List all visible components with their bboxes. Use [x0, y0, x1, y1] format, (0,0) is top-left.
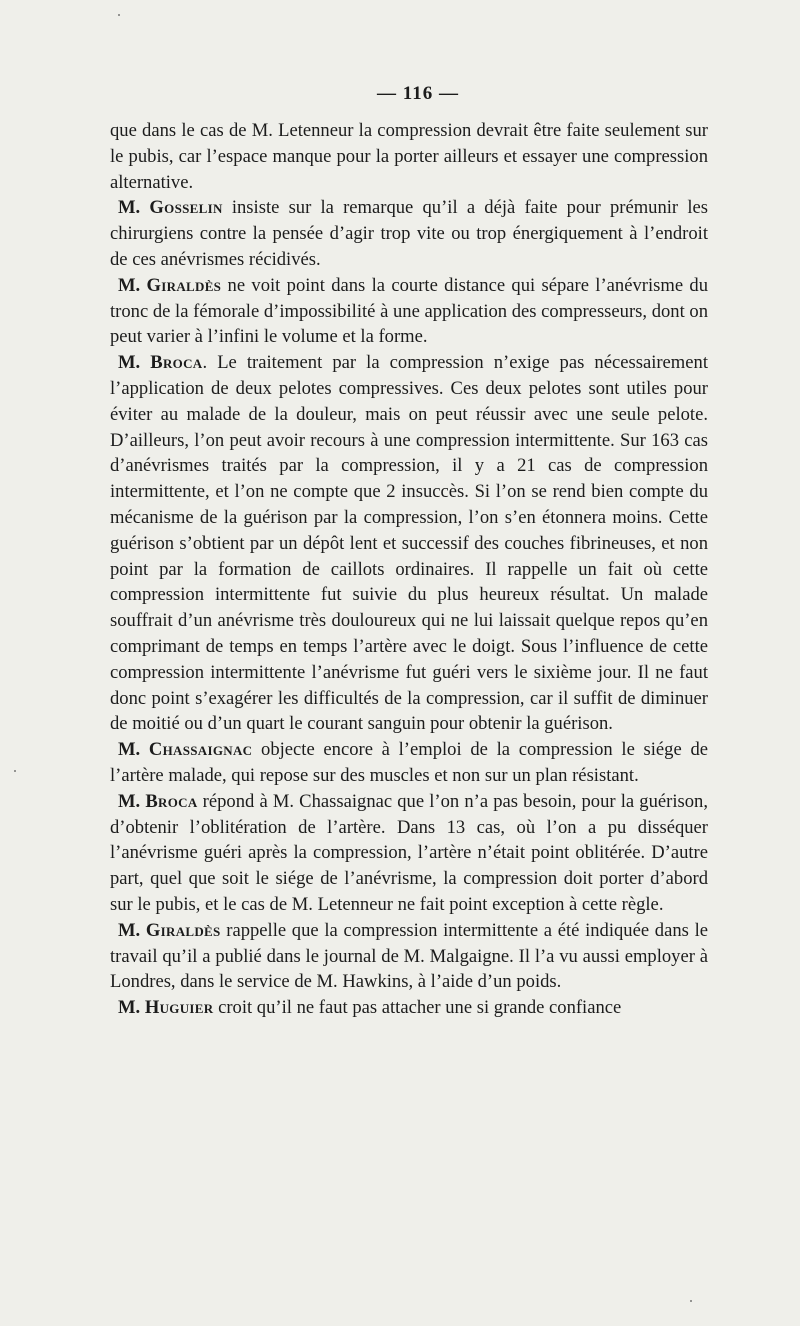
paragraph-broca: [110, 350, 708, 737]
paragraph-text: ne voit point dans la courte distance qui sépare l’anévrisme du tronc de la fémorale d’impossibilité à une application des compresseurs, dont on peut varier à l’infini le volume et la forme.: [110, 274, 708, 348]
speaker-title: M.: [118, 197, 150, 219]
paragraph-continuation: [110, 118, 708, 195]
paragraph-text: que dans le cas de M. Letenneur la compression devrait être faite seulement sur le pubis, car l’espace manque pour la porter ailleurs et essayer une compression alternative.: [110, 120, 708, 193]
paragraph-text: répond à M. Chassaignac que l’on n’a pas besoin, pour la guérison, d’obtenir l’oblitération de l’artère. Dans 13 cas, où l’on a pu disséquer l’anévrisme guéri après la compression, l’artère n’était point oblitérée. D’autre part, quel que soit le siége de l’anévrisme, la compression doit porter d’abord sur le pubis, et le cas de M. Letenneur ne fait point exception à cette règle.: [110, 790, 708, 915]
speaker-name: Gosselin: [149, 197, 223, 219]
paragraph-chassaignac: [110, 737, 708, 789]
speaker-name: Broca: [150, 352, 203, 374]
speaker-title: M.: [118, 919, 146, 941]
speaker-name: Giraldès: [146, 274, 222, 296]
scan-speck: [14, 770, 16, 772]
scan-speck: [118, 14, 120, 16]
speaker-name: Giraldès: [145, 919, 221, 941]
speaker-name: Chassaignac: [148, 739, 253, 761]
speaker-title: M.: [118, 997, 145, 1019]
paragraph-text: croit qu’il ne faut pas attacher une si grande confiance: [213, 997, 622, 1019]
paragraph-text: objecte encore à l’emploi de la compression le siége de l’artère malade, qui repose sur des muscles et non sur un plan résistant.: [110, 739, 708, 786]
paragraph-broca-reply: [110, 789, 708, 918]
body-text: [110, 118, 708, 1021]
speaker-name: Huguier: [144, 997, 214, 1019]
speaker-title: M.: [118, 790, 146, 812]
paragraph-text: rappelle que la compression intermittente a été indiquée dans le travail qu’il a publié dans le journal de M. Malgaigne. Il l’a vu aussi employer à Londres, dans le service de M. Hawkins, à l’aide d’un poids.: [110, 919, 708, 993]
paragraph-text: . Le traitement par la compression n’exige pas nécessairement l’application de deux pelotes compressives. Ces deux pelotes sont utiles pour éviter au malade de la douleur, mais on peut réussir avec une seule pelote. D’ailleurs, l’on peut avoir recours à une compression intermittente. Sur 163 cas d’anévrismes traités par la compression, il y a 21 cas de compression intermittente, et l’on ne compte que 2 insuccès. Si l’on se rend bien compte du mécanisme de la guérison par la compression, l’on s’en étonnera moins. Cette guérison s’obtient par un dépôt lent et successif des couches fibrineuses, et non point par la formation de caillots ordinaires. Il rappelle un fait où cette compression intermittente fut suivie du plus heureux résultat. Un malade souffrait d’un anévrisme très douloureux qui ne lui laissait quelque repos qu’en comprimant de temps en temps l’artère avec le doigt. Sous l’influence de cette compression intermittente l’anévrisme fut guéri vers le sixième jour. Il ne faut donc point s’exagérer les difficultés de la compression, car il suffit de diminuer de moitié ou d’un quart le courant sanguin pour obtenir la guérison.: [110, 352, 708, 735]
paragraph-text: insiste sur la remarque qu’il a déjà faite pour prémunir les chirurgiens contre la pensée d’agir trop vite ou trop énergiquement à l’endroit de ces anévrismes récidivés.: [110, 197, 708, 270]
scan-speck: [690, 1300, 692, 1302]
paragraph-giraldes-reply: [110, 918, 708, 995]
page-number: — 116 —: [377, 83, 459, 104]
paragraph-huguier: [110, 995, 708, 1021]
speaker-title: M.: [118, 739, 149, 761]
paragraph-gosselin: [110, 195, 708, 272]
speaker-title: M.: [118, 274, 147, 296]
speaker-name: Broca: [145, 790, 198, 812]
speaker-title: M.: [118, 352, 151, 374]
paragraph-giraldes: [110, 273, 708, 350]
